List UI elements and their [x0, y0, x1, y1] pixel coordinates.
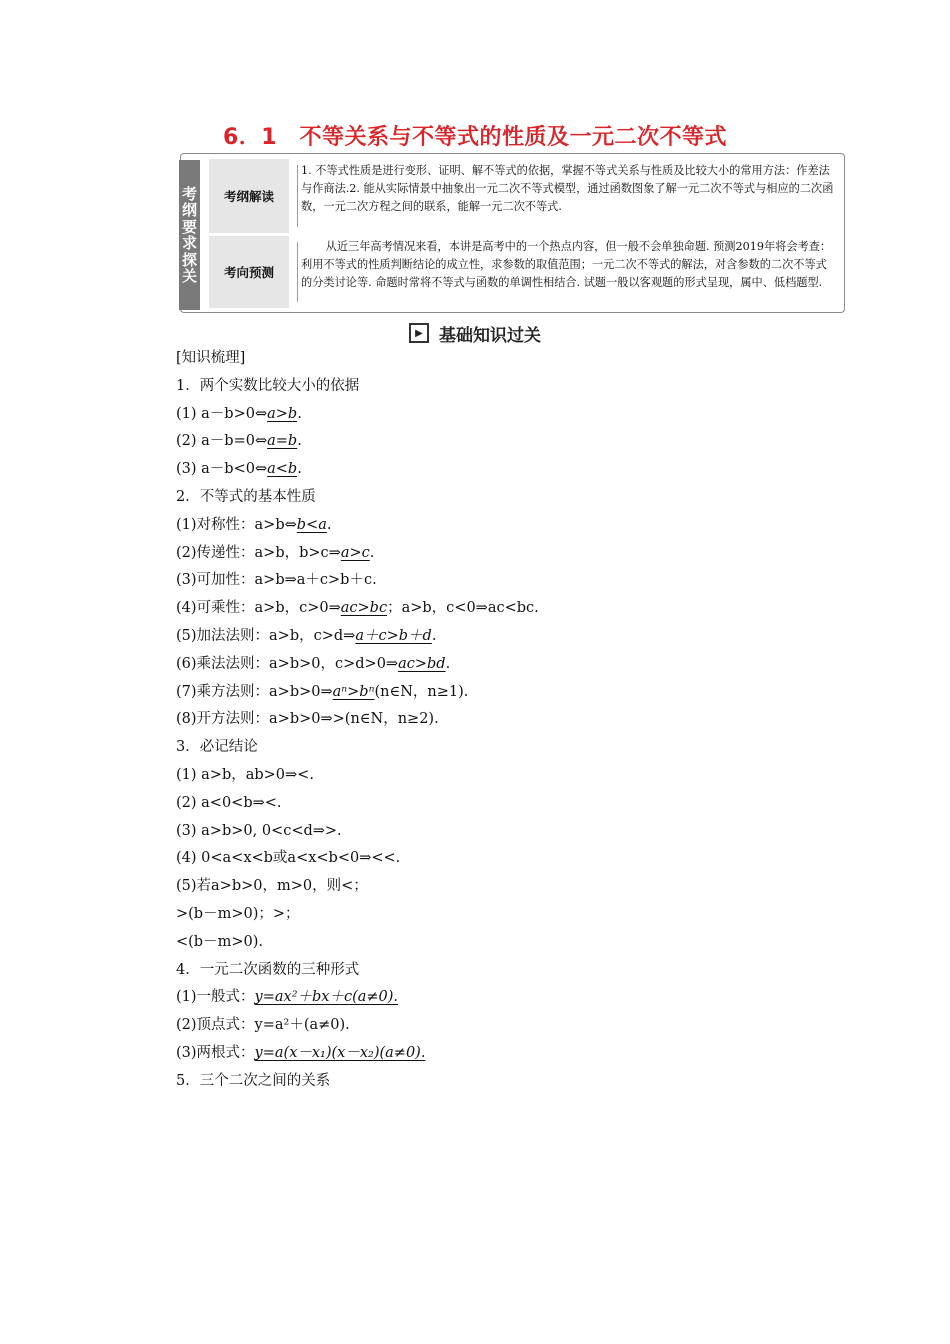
line-text: (3) a>b>0, 0<c<d⇒>. — [176, 822, 342, 839]
content-line — [176, 512, 856, 540]
line-text: (2) a<0<b⇒<. — [176, 794, 282, 811]
line-text: (4)可乘性：a>b，c>0⇒ — [176, 600, 341, 617]
forecast-row — [209, 236, 838, 308]
line-text: 4．一元二次函数的三种形式 — [176, 961, 360, 978]
content-line — [176, 901, 856, 929]
line-text: (6)乘法法则：a>b>0，c>d>0⇒ — [176, 655, 399, 672]
exam-outline-box — [180, 153, 845, 313]
knowledge-content — [176, 345, 856, 1096]
line-text: (1) a－b>0⇔ — [176, 405, 268, 422]
line-text: . — [445, 655, 451, 672]
answer-blank: ac>bd — [398, 655, 446, 672]
content-line — [176, 1068, 856, 1096]
line-text: (7)乘方法则：a>b>0⇒ — [176, 683, 333, 700]
line-text: [知识梳理] — [176, 350, 246, 366]
line-text: (1) a>b，ab>0⇒<. — [176, 766, 314, 783]
line-text: (4) 0<a<x<b或a<x<b<0⇒<<. — [176, 850, 401, 867]
content-line — [176, 679, 856, 707]
answer-blank: ac>bc — [340, 600, 388, 617]
line-text: . — [326, 516, 332, 533]
line-text: (5)加法法则：a>b，c>d⇒ — [176, 627, 356, 644]
side-label: 考 纲 要 求 探 关 — [179, 160, 200, 310]
content-line — [176, 623, 856, 651]
answer-blank: a>b — [267, 405, 298, 422]
line-text: (8)开方法则：a>b>0⇒>(n∈N，n≥2). — [176, 711, 439, 728]
content-line — [176, 706, 856, 734]
content-line — [176, 1040, 856, 1068]
content-line — [176, 373, 856, 401]
line-text: (2) a－b=0⇔ — [176, 433, 268, 450]
answer-blank: y=a(x－x₁)(x－x₂)(a≠0). — [254, 1044, 426, 1061]
line-text: (2)传递性：a>b，b>c⇒ — [176, 544, 341, 561]
content-line — [176, 845, 856, 873]
line-text: . — [297, 405, 302, 422]
line-text: . — [297, 433, 302, 450]
line-text: 5．三个二次之间的关系 — [176, 1072, 331, 1089]
syllabus-row — [209, 159, 838, 233]
syllabus-text: 1. 不等式性质是进行变形、证明、解不等式的依据，掌握不等式关系与性质及比较大小的常用方法：作差法与作商法.2. 能从实际情景中抽象出一元二次不等式模型，通过函数图象了解一元二次不等式与相应的二次函数，一元二次方程之间的联系，能解一元二次不等式. — [301, 164, 834, 213]
answer-blank: aⁿ>bⁿ — [332, 683, 375, 700]
line-text: 2．不等式的基本性质 — [176, 488, 316, 505]
content-line — [176, 957, 856, 985]
line-text: 1．两个实数比较大小的依据 — [176, 377, 360, 394]
answer-blank: b<a — [296, 516, 327, 533]
line-text: (1)对称性：a>b⇔ — [176, 516, 297, 533]
forecast-text: 从近三年高考情况来看，本讲是高考中的一个热点内容，但一般不会单独命题. 预测2019年将会考查：利用不等式的性质判断结论的成立性，求参数的取值范围；一元二次不等式的解法，对含参数的二次不等式的分类讨论等. 命题时常将不等式与函数的单调性相结合. 试题一般以客观题的形式呈现，属中、低档题型. — [301, 240, 832, 289]
content-line — [176, 345, 856, 373]
content-line — [176, 401, 856, 429]
line-text: (3) a－b<0⇔ — [176, 461, 268, 478]
section-banner-text: 基础知识过关 — [439, 325, 541, 346]
answer-blank: a<b — [267, 461, 298, 478]
divider — [297, 165, 298, 227]
content-line — [176, 484, 856, 512]
content-line — [176, 540, 856, 568]
content-line — [176, 734, 856, 762]
content-line — [176, 595, 856, 623]
line-text: . — [431, 627, 437, 644]
line-text: (5)若a>b>0，m>0，则<； — [176, 878, 368, 895]
content-line — [176, 818, 856, 846]
content-line — [176, 929, 856, 957]
section-banner — [409, 321, 541, 345]
content-line — [176, 1012, 856, 1040]
line-text: (3)两根式： — [176, 1044, 255, 1061]
line-text: ；a>b，c<0⇒ac<bc. — [387, 600, 539, 617]
page-title: 6．1 不等关系与不等式的性质及一元二次不等式 — [222, 125, 728, 150]
answer-blank: y=ax²＋bx＋c(a≠0). — [254, 989, 399, 1006]
play-icon: ▶ — [409, 323, 429, 343]
line-text: (3)可加性：a>b⇒a＋c>b＋c. — [176, 572, 377, 589]
answer-blank: a=b — [267, 433, 298, 450]
answer-blank: a>c — [340, 544, 370, 561]
content-line — [176, 790, 856, 818]
line-text: (1)一般式： — [176, 989, 255, 1006]
line-text: <(b－m>0). — [176, 933, 263, 950]
line-text: (n∈N，n≥1). — [374, 683, 469, 700]
line-text: (2)顶点式：y=a²＋(a≠0). — [176, 1017, 350, 1034]
line-text: 3．必记结论 — [176, 739, 258, 756]
content-line — [176, 651, 856, 679]
syllabus-label: 考纲解读 — [209, 159, 289, 233]
line-text: >(b－m>0)；>； — [176, 905, 300, 922]
answer-blank: a＋c>b＋d — [355, 627, 432, 644]
content-line — [176, 567, 856, 595]
content-line — [176, 984, 856, 1012]
forecast-label: 考向预测 — [209, 236, 289, 308]
line-text: . — [369, 544, 375, 561]
content-line — [176, 456, 856, 484]
divider — [297, 242, 298, 302]
line-text: . — [297, 461, 302, 478]
content-line — [176, 428, 856, 456]
content-line — [176, 873, 856, 901]
content-line — [176, 762, 856, 790]
